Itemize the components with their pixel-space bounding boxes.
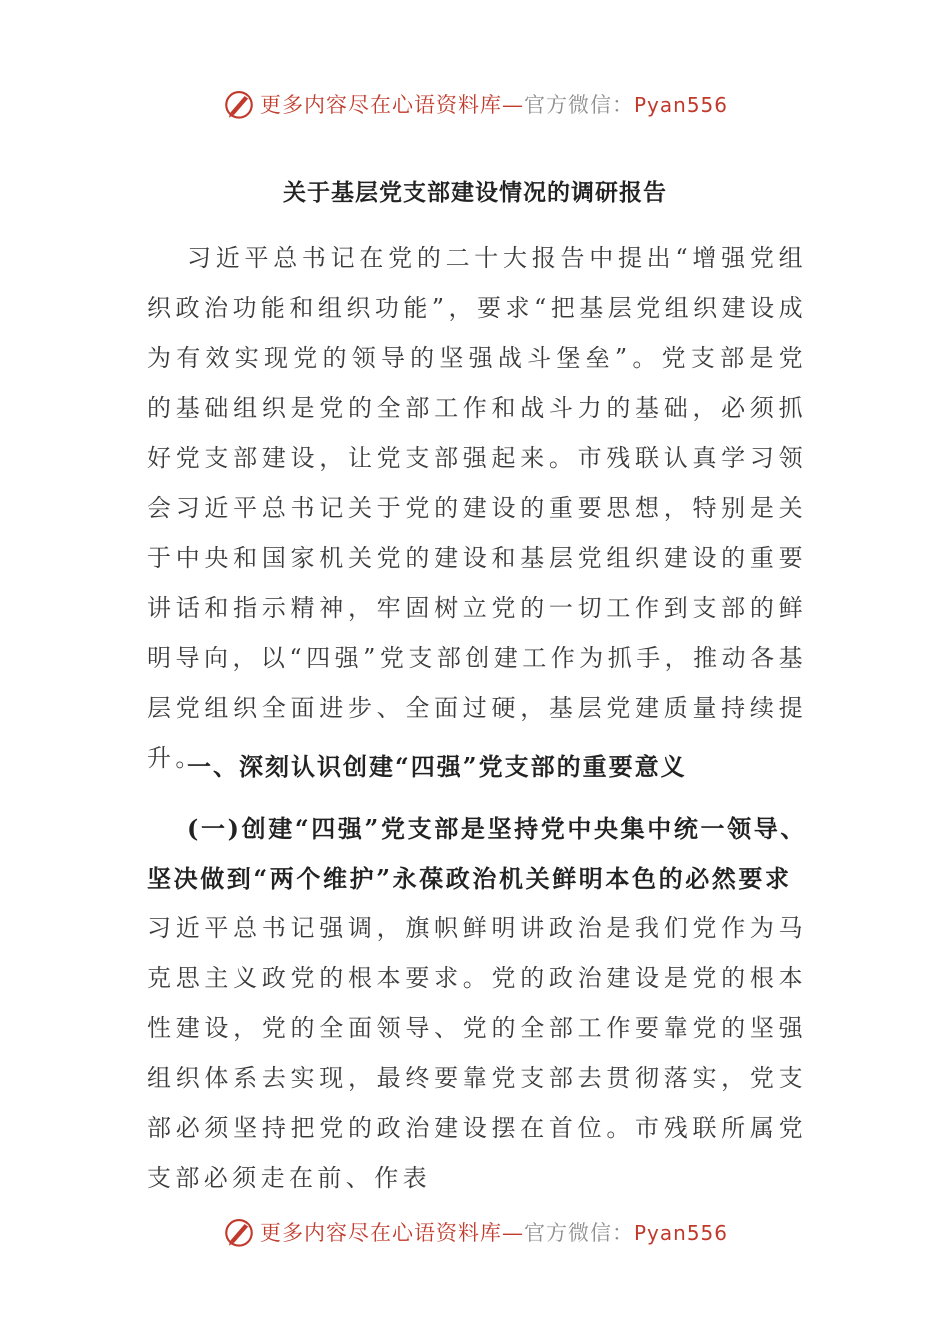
pen-logo-icon	[222, 1215, 256, 1249]
watermark-dash: —	[501, 93, 524, 117]
document-title: 关于基层党支部建设情况的调研报告	[283, 179, 667, 206]
intro-paragraph: 习近平总书记在党的二十大报告中提出“增强党组织政治功能和组织功能”，要求“把基层党组织建设成为有效实现党的领导的坚强战斗堡垒”。党支部是党的基础组织是党的全部工作和战斗力的基础，必须抓好党支部建设，让党支部强起来。市残联认真学习领会习近平总书记关于党的建设的重要思想，特别是关于中央和国家机关党的建设和基层党组织建设的重要讲话和指示精神，牢固树立党的一切工作到支部的鲜明导向，以“四强”党支部创建工作为抓手，推动各基层党组织全面进步、全面过硬，基层党建质量持续提升。	[147, 244, 807, 772]
watermark-text: 更多内容尽在心语资料库	[259, 93, 502, 117]
watermark-banner-top	[0, 84, 950, 124]
subsection-body-section	[147, 903, 807, 1203]
section-heading: 一、深刻认识创建“四强”党支部的重要意义	[187, 752, 687, 781]
watermark-wechat-label: 官方微信：	[523, 93, 634, 117]
watermark-text: 更多内容尽在心语资料库	[259, 1221, 502, 1245]
pen-logo-icon	[222, 87, 256, 121]
intro-section	[147, 233, 807, 783]
watermark-handle: Pyan556	[633, 93, 728, 117]
watermark-wechat-label: 官方微信：	[523, 1221, 634, 1245]
watermark-dash: —	[501, 1221, 524, 1245]
subsection-body-paragraph: 习近平总书记强调，旗帜鲜明讲政治是我们党作为马克思主义政党的根本要求。党的政治建设是党的根本性建设，党的全面领导、党的全部工作要靠党的坚强组织体系去实现，最终要靠党支部去贯彻落实，党支部必须坚持把党的政治建设摆在首位。市残联所属党支部必须走在前、作表	[147, 914, 807, 1192]
watermark-banner-bottom	[0, 1212, 950, 1252]
watermark-handle: Pyan556	[633, 1221, 728, 1245]
subsection-heading: (一)创建“四强”党支部是坚持党中央集中统一领导、坚决做到“两个维护”永葆政治机关鲜明本色的必然要求	[147, 814, 807, 893]
